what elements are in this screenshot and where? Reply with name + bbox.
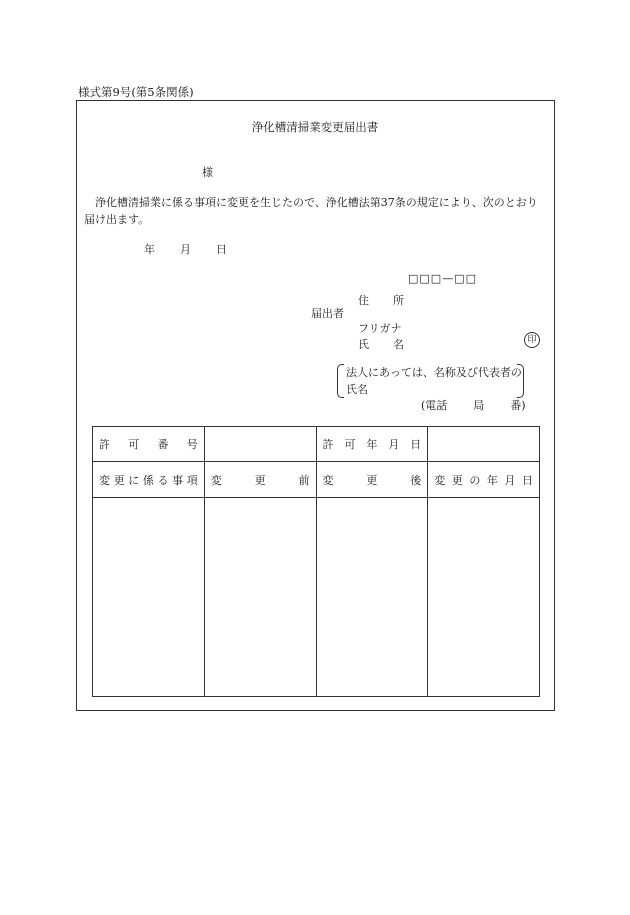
permit-number-field[interactable]: [204, 427, 316, 462]
permit-date-field[interactable]: [428, 427, 540, 462]
after-change-field[interactable]: [316, 498, 428, 697]
name-label-2: 名: [393, 338, 404, 351]
date-year-label: 年: [144, 243, 155, 256]
before-change-field[interactable]: [204, 498, 316, 697]
table-row: [93, 427, 540, 462]
furigana-label: フリガナ: [358, 322, 402, 335]
phone-part-3: 番): [510, 399, 526, 412]
name-label: [358, 336, 404, 352]
change-items-header: 変 更 に 係 る 事 項: [93, 462, 205, 498]
applicant-label: 届出者: [311, 307, 344, 320]
date-day-label: 日: [216, 243, 227, 256]
before-change-header: 変 更 前: [204, 462, 316, 498]
after-change-header: 変 更 後: [316, 462, 428, 498]
phone-part-1: (電話: [421, 399, 448, 412]
corporation-note: 法人にあっては、名称及び代表者の氏名: [346, 366, 522, 396]
postal-code-boxes: □□□—□□: [408, 272, 477, 285]
table-row: [93, 462, 540, 498]
document-title: 浄化槽清掃業変更届出書: [251, 120, 379, 134]
name-label-1: 氏: [358, 338, 369, 351]
body-statement: 浄化槽清掃業に係る事項に変更を生じたので、浄化槽法第37条の規定により、次のとおり届け出ます。: [84, 196, 538, 226]
address-label-1: 住: [358, 294, 369, 307]
address-label-2: 所: [393, 294, 404, 307]
phone-note: [421, 397, 526, 413]
change-items-field[interactable]: [93, 498, 205, 697]
permit-date-header: 許 可 年 月 日: [316, 427, 428, 462]
phone-part-2: 局: [473, 399, 485, 412]
change-date-header: 変 更 の 年 月 日: [428, 462, 540, 498]
bracket-left: [337, 364, 344, 398]
addressee-suffix: 様: [202, 166, 213, 179]
table-row: [93, 498, 540, 697]
permit-number-header: 許 可 番 号: [93, 427, 205, 462]
address-label: [358, 292, 404, 308]
form-number-label: 様式第9号(第5条関係): [78, 85, 194, 99]
change-details-table: [92, 426, 540, 697]
seal-mark: 印: [524, 332, 540, 348]
date-month-label: 月: [180, 243, 191, 256]
change-date-field[interactable]: [428, 498, 540, 697]
